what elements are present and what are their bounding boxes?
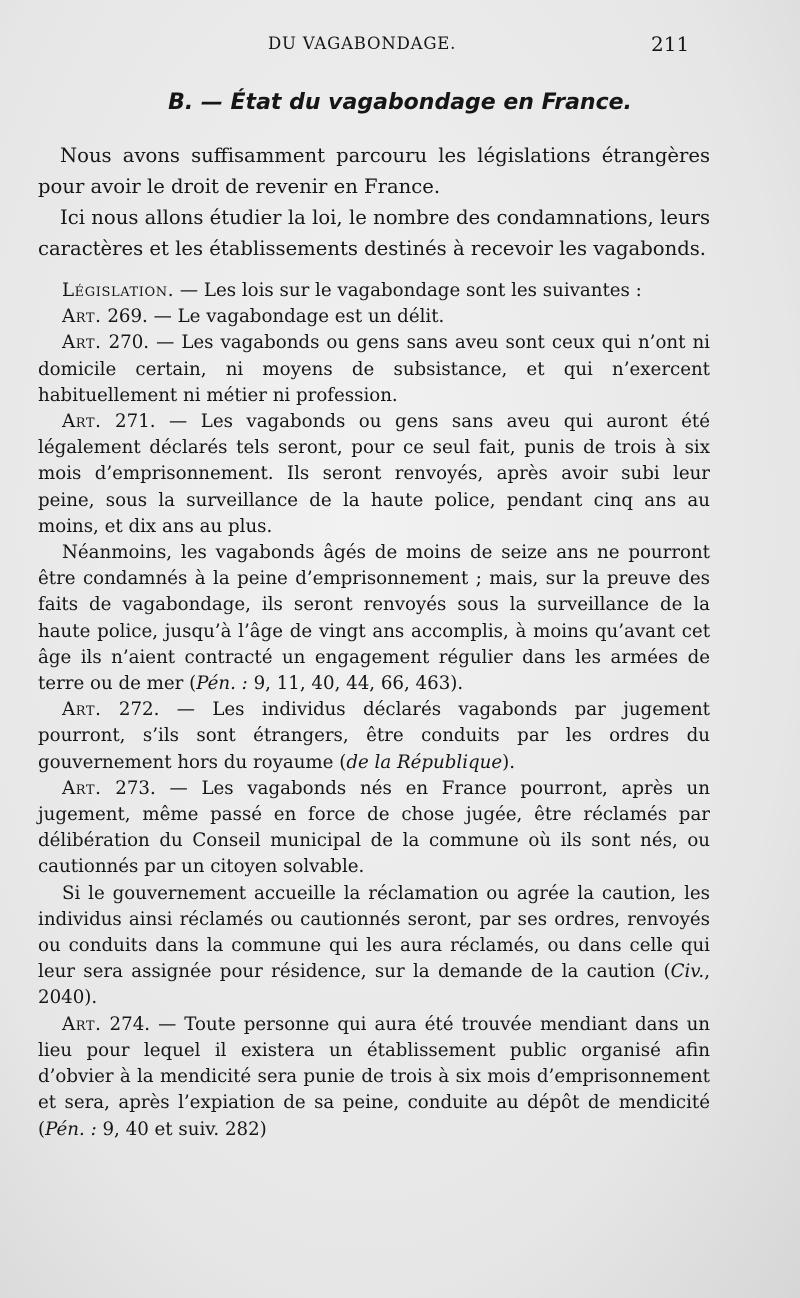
article-273 xyxy=(38,776,710,881)
article-text: 272. — Les individus déclarés vagabonds par jugement pourront, s’ils sont étrangers, être conduits par les ordres du gouvernement hors du royaume ( xyxy=(38,699,710,773)
article-270 xyxy=(38,330,710,409)
article-label: Art. xyxy=(62,306,102,328)
article-269 xyxy=(38,304,710,330)
legislation-text: — Les lois sur le vagabondage sont les suivantes : xyxy=(174,280,642,301)
legislation-paragraph xyxy=(38,278,710,304)
legislation-label: Législation. xyxy=(62,280,175,301)
article-text: 9, 40 et suiv. 282) xyxy=(96,1118,267,1140)
running-head xyxy=(0,32,800,58)
article-label: Art. xyxy=(62,777,102,799)
article-272 xyxy=(38,697,710,776)
code-reference: Pén. : xyxy=(45,1118,97,1140)
article-text: 269. — Le vagabondage est un délit. xyxy=(101,306,445,328)
article-text: 274. — Toute personne qui aura été trouvée mendiant dans un lieu pour lequel il existera un établissement public organisé afin d’obvier à la mendicité sera punie de trois à six mois d’emprisonnement et sera, après l’expiation de sa peine, conduite au dépôt de mendicité ( xyxy=(38,1013,710,1140)
article-271 xyxy=(38,409,710,540)
article-label: Art. xyxy=(62,1013,102,1035)
running-title: DU VAGABONDAGE. xyxy=(268,34,457,53)
article-274 xyxy=(38,1012,710,1143)
article-label: Art. xyxy=(62,332,102,354)
code-reference: Pén. : xyxy=(196,673,248,695)
intro xyxy=(38,140,710,264)
article-label: Art. xyxy=(62,411,102,433)
article-text: , 2040). xyxy=(38,961,710,1009)
article-text: ). xyxy=(502,751,516,773)
article-text: 270. — Les vagabonds ou gens sans aveu sont ceux qui n’ont ni domicile certain, ni moyens de subsistance, et qui n’exercent habituellement ni métier ni profession. xyxy=(38,332,710,406)
article-271-continuation xyxy=(38,540,710,697)
article-text: 273. — Les vagabonds nés en France pourront, après un jugement, même passé en force de chose jugée, être réclamés par délibération du Conseil municipal de la commune où ils sont nés, ou cautionnés par un citoyen solvable. xyxy=(38,777,710,878)
article-text: 271. — Les vagabonds ou gens sans aveu qui auront été légalement déclarés tels seront, pour ce seul fait, punis de trois à six mois d’emprisonnement. Ils seront renvoyés, après avoir subi leur peine, sous la surveillance de la haute police, pendant cinq ans au moins, et dix ans au plus. xyxy=(38,411,710,537)
article-273-continuation xyxy=(38,881,710,1012)
intro-paragraph: Ici nous allons étudier la loi, le nombre des condamnations, leurs caractères et les établissements destinés à recevoir les vagabonds. xyxy=(38,206,710,260)
section-heading: B. — État du vagabondage en France. xyxy=(168,90,632,115)
code-reference: de la République xyxy=(346,751,503,773)
article-label: Art. xyxy=(62,699,102,721)
page-number: 211 xyxy=(651,32,690,56)
article-text: Si le gouvernement accueille la réclamation ou agrée la caution, les individus ainsi réclamés ou cautionnés seront, par ses ordres, renvoyés ou conduits dans la commune qui les aura réclamés, ou dans celle qui leur sera assignée pour résidence, sur la demande de la caution ( xyxy=(38,882,710,983)
intro-paragraph: Nous avons suffisamment parcouru les législations étrangères pour avoir le droit de revenir en France. xyxy=(38,144,710,198)
code-reference: Civ. xyxy=(670,961,705,983)
body-text xyxy=(38,140,710,1143)
article-text: Néanmoins, les vagabonds âgés de moins de seize ans ne pourront être condamnés à la peine d’emprisonnement ; mais, sur la preuve des faits de vagabondage, ils seront renvoyés sous la surveillance de la haute police, jusqu’à l’âge de vingt ans accomplis, à moins qu’avant cet âge ils n’aient contracté un engagement régulier dans les armées de terre ou de mer ( xyxy=(38,542,710,695)
article-text: 9, 11, 40, 44, 66, 463). xyxy=(247,673,464,695)
